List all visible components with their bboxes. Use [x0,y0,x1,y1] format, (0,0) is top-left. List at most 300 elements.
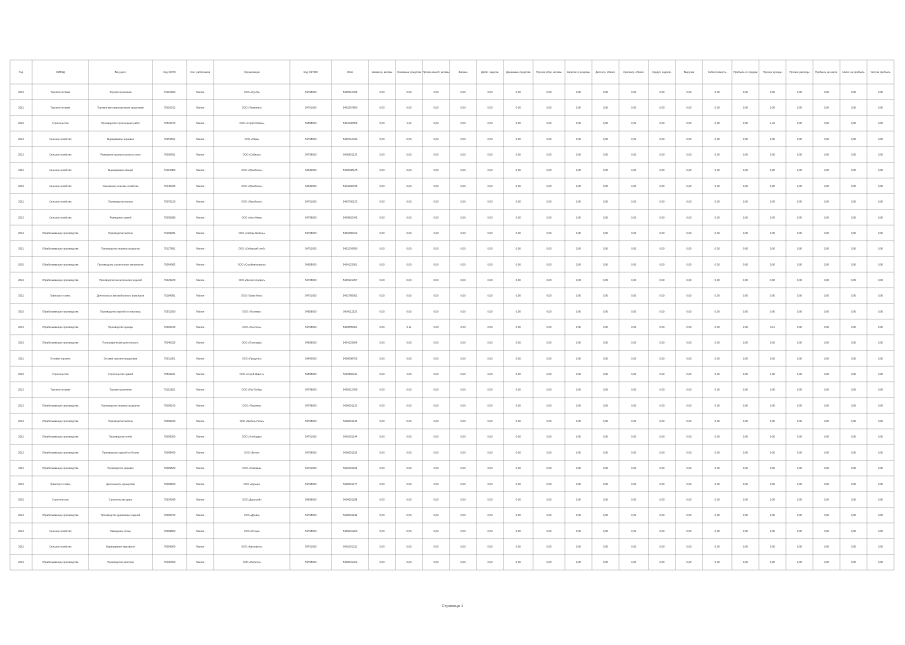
table-cell: 0,00 [714,326,720,329]
table-cell: 0,00 [659,216,665,220]
table-cell: 0,00 [796,184,802,188]
table-cell: 0,00 [515,231,521,235]
table-cell: 0,00 [515,388,521,392]
table-cell: 5404001188 [342,498,358,502]
table-cell: 0,00 [686,200,692,204]
table-cell: 0,00 [487,278,493,282]
column-header: Кредит. задолж. [652,71,672,74]
table-cell: 54708000 [305,153,317,157]
table-cell: 0,00 [877,90,884,94]
table-cell: 0,00 [379,561,385,565]
table-cell: ООО «Сибирь-Мебель» [238,231,266,235]
table-cell: 0,00 [546,514,552,518]
table-cell: 0,00 [686,184,692,188]
table-cell: 0,00 [460,529,466,533]
table-cell: 0,00 [575,137,581,141]
column-header: Капитал и резервы [566,71,590,74]
table-cell: 0,00 [714,341,720,345]
table-cell: 0,00 [631,263,637,267]
table-cell: 54708000 [305,514,317,518]
table-cell: 0,00 [769,106,775,110]
table-cell: 0,00 [659,529,665,533]
table-cell: 0,00 [877,435,884,439]
table-cell: 0,00 [823,357,830,361]
table-cell: 0,00 [686,247,692,251]
table-cell: ООО «Бетон» [244,451,260,455]
table-cell: 0,00 [686,357,692,361]
table-cell: 0,00 [850,184,857,188]
column-header: Нематер. активы [371,71,393,74]
table-cell: 5404123001 [342,263,358,267]
table-cell: 0,00 [659,263,665,267]
table-cell: 0,00 [602,247,609,251]
table-cell: Малое [196,310,205,314]
table-cell: 0,00 [850,388,857,392]
table-cell: 2010 [18,310,24,314]
table-cell: 0,00 [850,247,857,251]
table-cell: 2011 [18,247,24,251]
table-cell: 0,00 [575,529,581,533]
table-cell: 0,00 [406,545,412,549]
table-cell: Производство напитков [107,561,134,565]
table-cell: Производство упаковки [107,467,134,471]
table-cell: 0,00 [659,153,665,157]
table-cell: 0,00 [877,122,884,126]
table-cell: 0,00 [515,341,521,345]
table-cell: 0,00 [769,529,775,533]
table-cell: 0,00 [406,106,412,110]
table-cell: ООО «Сибагро» [242,153,261,157]
column-header: Организация [244,71,260,74]
table-cell: 0,00 [379,341,385,345]
table-cell: 0,00 [460,326,466,329]
table-cell: 0,00 [433,200,439,204]
page-footer: Страница 1 [441,603,464,608]
table-cell: 0,00 [850,341,857,345]
table-cell: 0,00 [714,404,720,408]
table-cell: 0,00 [602,467,609,471]
table-cell: 0,00 [379,357,385,361]
table-cell: 0,00 [823,451,830,455]
table-cell: 0,00 [714,373,720,377]
table-cell: Разведение свиней [109,216,132,220]
table-cell: 0,00 [433,561,439,565]
table-cell: 0,00 [575,545,581,549]
table-cell: 0,00 [487,529,493,533]
table-cell: 0,00 [460,357,466,361]
table-cell: 0,00 [742,153,748,157]
table-cell: 1,22 [406,122,412,126]
table-cell: 0,00 [460,482,466,486]
table-cell: Торговля оптовая [50,90,71,94]
table-cell: 0,00 [631,357,637,361]
table-cell: 0,00 [877,231,884,235]
table-cell: 0,00 [433,263,439,267]
table-cell: 0,00 [515,467,521,471]
table-cell: 0,00 [686,310,692,314]
table-cell: 0,00 [742,388,748,392]
table-cell: 0,00 [433,90,439,94]
table-cell: Малое [196,294,205,298]
table-cell: 0,00 [406,137,412,141]
table-cell: 0,00 [602,278,609,282]
table-cell: 0,00 [487,310,493,314]
table-cell: 0,00 [433,420,439,424]
table-cell: 0,00 [686,153,692,157]
table-cell: 54658000 [305,373,317,377]
table-cell: 0,00 [433,122,439,126]
table-cell: 0,00 [850,326,857,329]
table-cell: 0,00 [602,153,609,157]
table-cell: ООО «Терминал» [241,106,262,110]
table-cell: 0,00 [602,169,609,173]
table-cell: 0,00 [546,420,552,424]
table-cell: 0,00 [433,373,439,377]
table-cell: ООО «Транс-Авто» [241,294,263,298]
column-header: Краткоср. обязат. [623,71,645,74]
table-cell: 5406001222 [342,561,358,565]
table-cell: 0,00 [659,561,665,565]
table-cell: 70092015 [163,326,176,329]
table-cell: 0,00 [406,247,412,251]
table-cell: 2010 [18,263,24,267]
table-cell: 0,00 [487,200,493,204]
table-cell: Обрабатывающие производства [42,451,79,455]
table-cell: 5404130556 [342,122,358,126]
table-cell: 5404200156 [342,184,358,188]
table-cell: 0,00 [515,310,521,314]
table-cell: 0,00 [379,106,385,110]
table-cell: 54708000 [305,137,317,141]
table-cell: 0,00 [379,373,385,377]
table-cell: 0,00 [487,545,493,549]
table-cell: ООО «Рус-Трейд» [241,388,263,392]
table-cell: 0,00 [877,357,884,361]
table-cell: 0,00 [575,373,581,377]
table-cell: Производство строительных материалов [97,263,144,267]
table-cell: 0,00 [742,106,748,110]
table-cell: Производство изделий из пластмасс [100,310,141,314]
table-cell: 0,00 [515,153,521,157]
table-cell: 0,00 [546,482,552,486]
table-cell: 0,00 [769,498,775,502]
table-cell: 0,00 [714,561,720,565]
column-header: Долгоср. обязат. [595,71,616,74]
table-cell: 0,00 [546,357,552,361]
table-cell: 0,00 [487,90,493,94]
table-cell: 0,00 [714,498,720,502]
table-cell: 0,00 [487,420,493,424]
table-cell: 0,00 [487,184,493,188]
table-cell: 0,00 [602,373,609,377]
table-cell: ООО «Мебель-Плюс» [239,420,265,424]
table-cell: 0,00 [379,310,385,314]
table-cell: 0,00 [460,294,466,298]
table-cell: 0,00 [631,278,637,282]
table-cell: 0,00 [406,263,412,267]
table-cell: 0,00 [433,278,439,282]
table-cell: 0,00 [686,263,692,267]
table-cell: Сельское хозяйство [49,216,72,220]
table-cell: 0,00 [515,247,521,251]
table-cell: Малое [196,373,205,377]
table-cell: 0,00 [742,263,748,267]
table-cell: Обрабатывающие производства [42,231,79,235]
table-cell: 0,00 [379,137,385,141]
table-cell: Строительство [52,498,69,502]
table-cell: 0,00 [406,435,412,439]
column-header: Денежные средства [506,71,531,74]
table-cell: ООО «Агро-Нива» [241,216,263,220]
table-cell: 0,00 [877,545,884,549]
table-cell: 0,00 [659,184,665,188]
table-cell: 0,00 [850,545,857,549]
table-cell: 0,00 [850,561,857,565]
table-cell: 2012 [18,514,24,518]
table-cell: 0,00 [850,90,857,94]
table-cell: 0,00 [769,247,775,251]
table-cell: 0,00 [406,294,412,298]
table-cell: 0,00 [877,278,884,282]
table-cell: 0,00 [379,467,385,471]
table-cell: 0,00 [659,341,665,345]
table-cell: 0,00 [487,294,493,298]
table-cell: 0,00 [714,137,720,141]
table-cell: 5404500211 [342,373,358,377]
table-cell: 0,00 [515,278,521,282]
table-cell: 0,00 [460,561,466,565]
table-cell: 0,00 [877,200,884,204]
table-cell: 0,00 [686,514,692,518]
table-cell: 0,00 [487,435,493,439]
table-cell: 2011 [18,545,24,549]
table-cell: 0,00 [631,294,637,298]
table-cell: 0,00 [877,341,884,345]
table-cell: 0,00 [769,561,775,565]
table-cell: 5406001200 [342,529,358,533]
table-cell: ООО «Полимер» [242,310,262,314]
table-cell: 0,00 [850,200,857,204]
table-cell: 0,00 [515,451,521,455]
table-cell: 0,00 [850,514,857,518]
table-cell: 54658000 [305,498,317,502]
table-cell: 70099500 [163,467,176,471]
table-cell: 0,00 [460,435,466,439]
table-cell: 70184081 [163,294,176,298]
table-cell: 0,00 [575,278,581,282]
table-cell: 0,00 [631,200,637,204]
table-cell: ООО «Рус-М» [244,90,260,94]
table-cell: 0,00 [515,326,521,329]
table-cell: 0,00 [850,420,857,424]
table-cell: 0,00 [515,498,521,502]
table-cell: 0,00 [631,529,637,533]
table-cell: Обрабатывающие производства [42,467,79,471]
table-cell: 70099300 [163,435,176,439]
table-cell: 0,00 [877,561,884,565]
table-cell: Производство пищевых продуктов [101,247,140,251]
column-header: Прочие доходы [763,71,782,74]
table-cell: 0,00 [823,514,830,518]
table-cell: 0,00 [796,153,802,157]
table-cell: 54701000 [305,545,317,549]
table-cell: 0,00 [714,216,720,220]
table-cell: 0,00 [659,498,665,502]
table-cell: 0,00 [742,561,748,565]
table-cell: Малое [196,561,205,565]
table-cell: 0,00 [631,137,637,141]
table-cell: 0,00 [714,529,720,533]
table-cell: 0,00 [575,247,581,251]
table-cell: 0,00 [769,153,775,157]
table-cell: 0,00 [433,514,439,518]
table-cell: 0,00 [575,435,581,439]
table-cell: 0,00 [850,357,857,361]
table-cell: 0,00 [823,341,830,345]
table-cell: 0,00 [487,326,493,329]
table-cell: 0,00 [796,90,802,94]
table-cell: 0,00 [686,231,692,235]
table-cell: 0,00 [686,420,692,424]
column-header: Вид деят. [114,71,127,74]
table-cell: 0,00 [631,435,637,439]
table-cell: 0,00 [460,404,466,408]
table-cell: 0,00 [850,310,857,314]
table-cell: Малое [196,106,205,110]
table-cell: Малое [196,200,205,204]
table-cell: 0,00 [406,90,412,94]
table-cell: 0,00 [850,467,857,471]
table-cell: 0,00 [379,529,385,533]
table-cell: 54658000 [305,263,317,267]
table-cell: 70064083 [163,263,176,267]
table-cell: 0,00 [769,263,775,267]
table-cell: 0,00 [433,106,439,110]
table-cell: 0,00 [460,247,466,251]
table-cell: 0,00 [742,278,748,282]
table-cell: Выращивание зерновых [106,137,135,141]
table-cell: 0,00 [686,435,692,439]
table-cell: 5401567890 [342,106,358,110]
table-cell: ООО «Картофель» [241,545,263,549]
table-cell: 0,00 [631,122,637,126]
table-cell: Производство деревянных изделий [100,514,141,518]
table-cell: Сельское хозяйство [49,153,72,157]
table-cell: 0,00 [546,216,552,220]
table-cell: ООО «Приобское» [241,200,263,204]
table-cell: 0,00 [796,106,802,110]
table-cell: 0,00 [742,294,748,298]
table-cell: 0,00 [742,467,748,471]
table-cell: 0,00 [460,184,466,188]
table-cell: 0,00 [659,388,665,392]
table-cell: 0,00 [877,404,884,408]
table-cell: 0,00 [659,278,665,282]
table-cell: 0,00 [823,529,830,533]
table-cell: 2010 [18,373,24,377]
table-cell: 0,00 [877,514,884,518]
table-cell: 0,00 [546,169,552,173]
table-cell: 0,00 [796,341,802,345]
table-cell: Сельское хозяйство [49,184,72,188]
table-cell: 0,00 [659,326,665,329]
table-cell: 0,00 [686,90,692,94]
table-cell: 0,00 [406,184,412,188]
table-cell: 0,00 [406,231,412,235]
table-cell: 0,00 [433,357,439,361]
table-cell: 0,00 [487,498,493,502]
table-cell: Малое [196,216,205,220]
table-cell: 0,00 [769,200,775,204]
table-cell: 2012 [18,482,24,486]
table-cell: 0,00 [406,451,412,455]
table-cell: 54708000 [305,561,317,565]
table-cell: 0,00 [714,122,720,126]
table-cell: Строительство зданий [107,373,134,377]
table-cell: 5406321457 [342,278,358,282]
table-cell: 0,00 [631,231,637,235]
table-cell: ООО «Хлебодар» [241,435,262,439]
table-cell: 0,00 [823,278,830,282]
table-cell: 0,00 [631,514,637,518]
table-cell: 70099400 [163,451,176,455]
table-cell: 70251501 [163,137,176,141]
table-cell: 0,00 [850,404,857,408]
table-cell: 54708000 [305,278,317,282]
table-cell: 0,00 [714,184,720,188]
table-cell: 54708000 [305,231,317,235]
table-cell: 0,00 [742,451,748,455]
table-cell: 0,00 [546,373,552,377]
table-cell: 0,00 [575,200,581,204]
table-cell: 0,00 [686,106,692,110]
table-cell: 5404111223 [343,310,358,314]
table-cell: 0,00 [659,200,665,204]
table-cell: 0,00 [406,498,412,502]
table-cell: 5406001122 [342,404,358,408]
table-cell: 0,00 [575,169,581,173]
table-cell: 0,00 [460,263,466,267]
table-cell: 54658000 [305,341,317,345]
table-cell: 0,00 [686,451,692,455]
table-cell: 0,00 [796,263,802,267]
table-cell: 2012 [18,529,24,533]
table-cell: 0,00 [742,404,748,408]
table-cell: 0,00 [877,169,884,173]
table-cell: 0,00 [796,467,802,471]
table-cell: 0,00 [742,169,748,173]
table-cell: 0,00 [659,404,665,408]
table-cell: 0,00 [631,310,637,314]
table-cell: 0,00 [379,482,385,486]
table-cell: 0,00 [796,482,802,486]
table-cell: 0,00 [433,310,439,314]
table-cell: 0,00 [379,90,385,94]
table-cell: 0,00 [460,388,466,392]
table-cell: 0,00 [877,420,884,424]
table-cell: 0,00 [433,326,439,329]
table-cell: 0,00 [433,153,439,157]
table-cell: 70040025 [163,341,176,345]
table-cell: 0,00 [769,404,775,408]
table-cell: 0,00 [742,326,748,329]
table-cell: 5406012399 [342,388,358,392]
table-cell: 54658000 [305,122,317,126]
table-cell: Транспорт и связь [50,482,71,486]
table-cell: 0,00 [659,294,665,298]
table-cell: 0,00 [575,263,581,267]
table-cell: 0,00 [546,294,552,298]
